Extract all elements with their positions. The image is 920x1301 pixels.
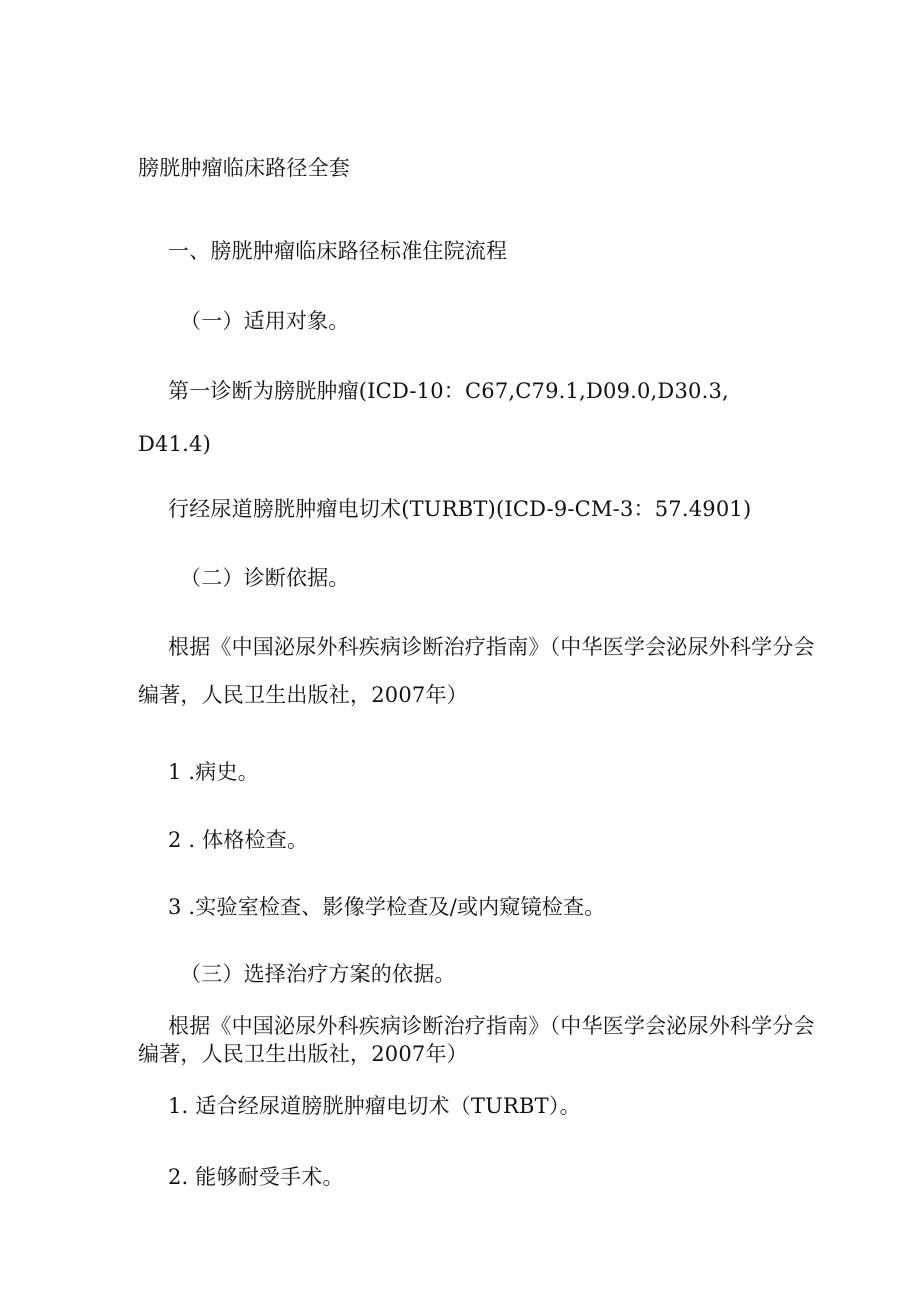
- section-heading-1: 一、膀胱肿瘤临床路径标准住院流程: [168, 239, 508, 263]
- diagnosis-line-continued: D41.4): [138, 432, 211, 456]
- list-item: 2 . 体格检查。: [168, 828, 309, 852]
- document-title: 膀胱肿瘤临床路径全套: [138, 156, 350, 180]
- diagnosis-basis-line-1: 根据《中国泌尿外科疾病诊断治疗指南》（中华医学会泌尿外科学分会: [168, 635, 815, 659]
- treatment-basis-line-2: 编著，人民卫生出版社，2007年）: [138, 1042, 468, 1066]
- list-item: 1 .病史。: [168, 760, 259, 784]
- subsection-heading-2: （二）诊断依据。: [180, 566, 350, 590]
- procedure-line: 行经尿道膀胱肿瘤电切术(TURBT)(ICD-9-CM-3：57.4901): [168, 497, 752, 521]
- diagnosis-line: 第一诊断为膀胱肿瘤(ICD-10：C67,C79.1,D09.0,D30.3,: [168, 379, 729, 403]
- subsection-heading-3: （三）选择治疗方案的依据。: [180, 962, 456, 986]
- diagnosis-basis-line-2: 编著，人民卫生出版社，2007年）: [138, 683, 468, 707]
- subsection-heading-1: （一）适用对象。: [180, 309, 350, 333]
- list-item: 2. 能够耐受手术。: [168, 1165, 344, 1189]
- treatment-basis-line-1: 根据《中国泌尿外科疾病诊断治疗指南》（中华医学会泌尿外科学分会: [168, 1014, 815, 1038]
- list-item: 3 .实验室检查、影像学检查及/或内窥镜检查。: [168, 895, 606, 919]
- list-item: 1. 适合经尿道膀胱肿瘤电切术（TURBT）。: [168, 1094, 581, 1118]
